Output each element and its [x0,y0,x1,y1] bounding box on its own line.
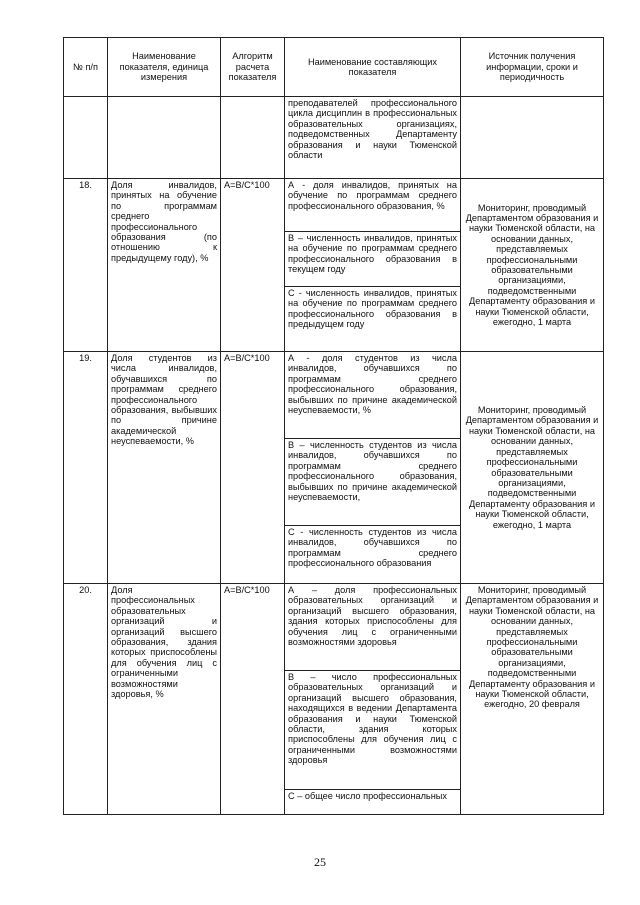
row-algorithm: A=B/C*100 [221,352,285,584]
header-source: Источник получения информации, сроки и периодичность [461,38,604,97]
row-name: Доля студентов из числа инвалидов, обучавшихся по программам среднего профессионального образования, выбывших по причине академической неуспеваемости, % [108,352,221,584]
indicators-table [63,37,604,815]
row-source: Мониторинг, проводимый Департаментом образования и науки Тюменской области, на основании данных, представляемых профессиональными образовательными организациями, подведомственными Департаменту образования и науки Тюменской области, ежегодно, 1 марта [461,179,604,352]
table-row [64,352,604,584]
page-number: 25 [314,855,326,869]
row-num: 19. [64,352,108,584]
component-a: А - доля студентов из числа инвалидов, обучавшихся по программам среднего профессионального образования, выбывших по причине академической неуспеваемости, % [285,352,460,439]
continuation-components: преподавателей профессионального цикла дисциплин в профессиональных образовательных организациях, подведомственных Департаменту образования и науки Тюменской области [285,97,461,179]
row-source: Мониторинг, проводимый Департаментом образования и науки Тюменской области, на основании данных, представляемых профессиональными образовательными организациями, подведомственными Департаменту образования и науки Тюменской области, ежегодно, 1 марта [461,352,604,584]
header-name: Наименование показателя, единица измерения [108,38,221,97]
component-a: А - доля инвалидов, принятых на обучение по программам среднего профессионального образования, % [285,179,460,232]
header-components: Наименование составляющих показателя [285,38,461,97]
row-name: Доля профессиональных образовательных организаций и организаций высшего образования, здания которых приспособлены для обучения лиц с ограниченными возможностями здоровья, % [108,584,221,815]
row-algorithm: A=B/C*100 [221,179,285,352]
header-num: № п/п [64,38,108,97]
table-row [64,179,604,352]
row-num: 18. [64,179,108,352]
table-row [64,584,604,815]
component-a: А – доля профессиональных образовательных организаций и организаций высшего образования, здания которых приспособлены для обучения лиц с ограниченными возможностями здоровья [285,584,460,671]
header-algorithm: Алгоритм расчета показателя [221,38,285,97]
row-components [285,179,461,352]
component-b: В – число профессиональных образовательных организаций и организаций высшего образования, находящихся в ведении Департамента образования и науки Тюменской области, здания которых приспособлены для обучения лиц с ограниченными возможностями здоровья [285,671,460,790]
component-b: В – численность студентов из числа инвалидов, обучавшихся по программам среднего профессионального образования, выбывших по причине академической неуспеваемости, [285,439,460,526]
table-header-row [64,38,604,97]
row-num: 20. [64,584,108,815]
document-page [63,37,603,815]
component-c: С - численность студентов из числа инвалидов, обучавшихся по программам среднего профессионального образования [288,527,457,569]
row-components [285,352,461,584]
component-c: С - численность инвалидов, принятых на обучение по программам среднего профессионального образования в предыдущем году [288,288,457,330]
row-components [285,584,461,815]
row-algorithm: A=B/C*100 [221,584,285,815]
row-name: Доля инвалидов, принятых на обучение по программам среднего профессионального образования (по отношению к предыдущему году), % [108,179,221,352]
row-source: Мониторинг, проводимый Департаментом образования и науки Тюменской области, на основании данных, представляемых профессиональными образовательными организациями, подведомственными Департаменту образования и науки Тюменской области, ежегодно, 20 февраля [461,584,604,815]
component-c: С – общее число профессиональных [288,791,447,801]
table-row-continuation [64,97,604,179]
component-b: В – численность инвалидов, принятых на обучение по программам среднего профессионального образования в текущем году [285,232,460,287]
